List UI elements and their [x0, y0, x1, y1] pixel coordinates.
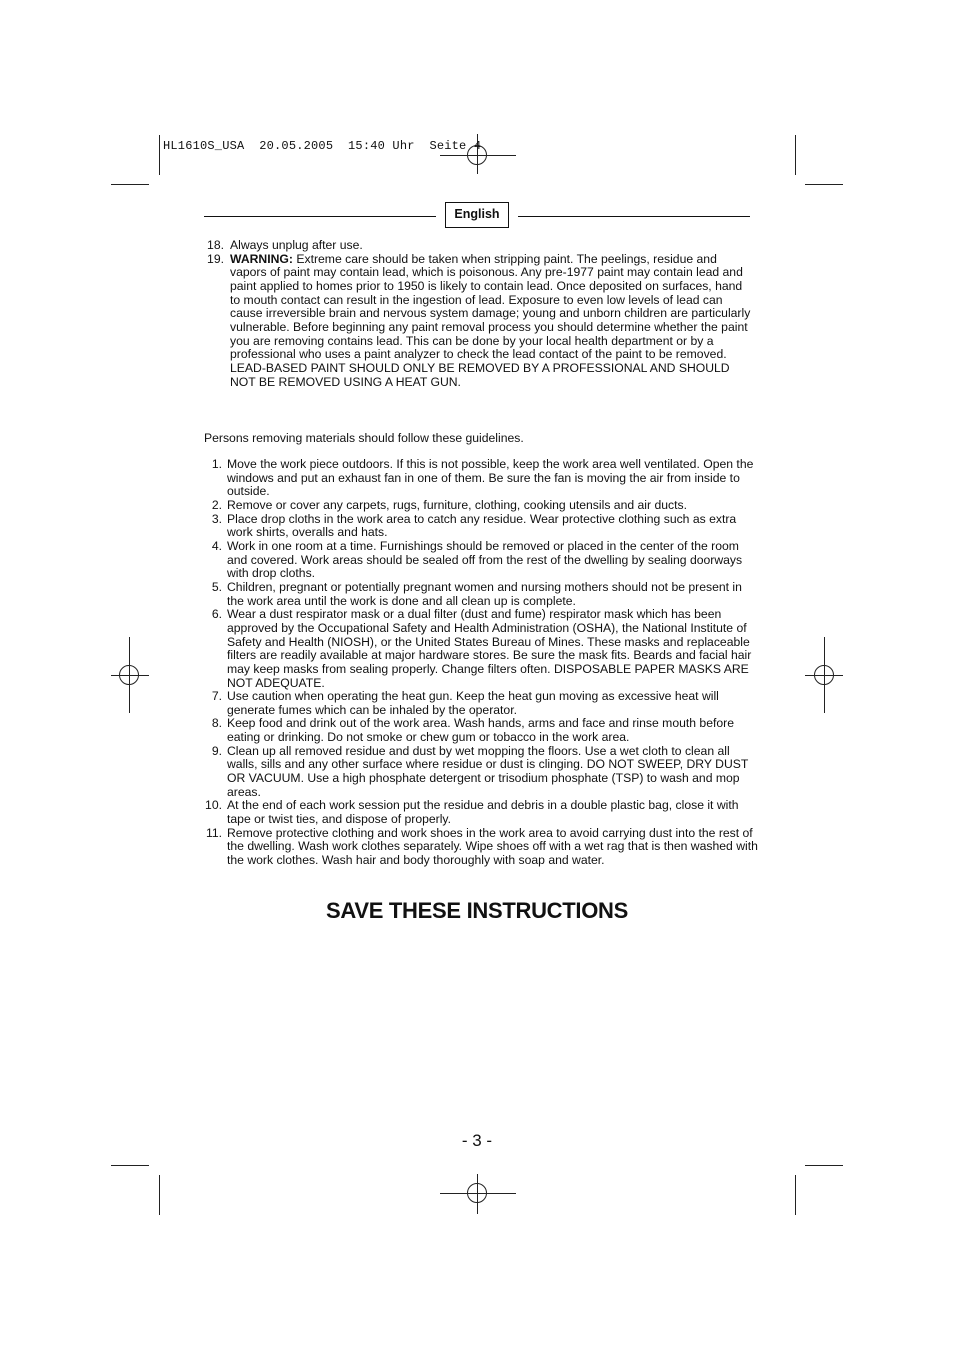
- item-text-body: Extreme care should be taken when stripping paint. The peelings, residue and vapors of paint may contain lead, which is poisonous. Any pre-1977 paint may contain lead and paint applied to homes prior to 1950 is likely to contain lead. Once deposited on surfaces, hand to mouth contact can result in the ingestion of lead. Exposure to even low levels of lead can cause irreversible brain and nervous system damage; young and unborn children are particularly vulnerable. Before beginning any paint removal process you should determine whether the paint you are removing contains lead. This can be done by your local health department or by a professional who uses a paint analyzer to check the lead contact of the paint to be removed. LEAD-BASED PAINT SHOULD ONLY BE REMOVED BY A PROFESSIONAL AND SHOULD NOT BE REMOVED USING A HEAT GUN.: [230, 251, 751, 389]
- list-item: [204, 458, 760, 499]
- item-number: 6.: [211, 607, 222, 622]
- item-text: At the end of each work session put the residue and debris in a double plastic bag, close it with tape or twist ties, and dispose of properly.: [227, 798, 739, 827]
- item-text: Children, pregnant or potentially pregnant women and nursing mothers should not be present in the work area until the work is done and all clean up is complete.: [227, 579, 742, 608]
- item-text: Wear a dust respirator mask or a dual filter (dust and fume) respirator mask which has been approved by the Occupational Safety and Health Administration (OSHA), the National Institute of Safety and Health (NIOSH), or the United States Bureau of Mines. These masks and replaceable filters are readily available at major hardware stores. Be sure the mask fits. Beards and facial hair may keep masks from sealing properly. Change filters often. DISPOSABLE PAPER MASKS ARE NOT ADEQUATE.: [227, 607, 752, 690]
- list-item: [204, 513, 760, 540]
- item-text: [230, 239, 754, 253]
- item-number: 9.: [211, 743, 222, 758]
- list-item: [204, 827, 760, 868]
- item-number: 18.: [207, 238, 224, 252]
- list-item: [204, 608, 760, 690]
- item-text: Remove or cover any carpets, rugs, furniture, clothing, cooking utensils and air ducts.: [227, 497, 687, 512]
- item-number: 19.: [207, 251, 224, 266]
- crop-mark: [805, 184, 843, 185]
- crop-mark: [111, 1165, 149, 1166]
- guidelines-intro: Persons removing materials should follow these guidelines.: [204, 431, 524, 445]
- list-item: [204, 581, 760, 608]
- crop-mark: [159, 1175, 160, 1215]
- list-item: [204, 717, 760, 744]
- list-item: [204, 799, 760, 826]
- list-item: [204, 745, 760, 800]
- list-item: [204, 239, 754, 253]
- item-number: 8.: [211, 716, 222, 731]
- crop-mark: [795, 135, 796, 175]
- list-item: [204, 540, 760, 581]
- item-text: Clean up all removed residue and dust by wet mopping the floors. Use a wet cloth to clean all walls, sills and any other surface where residue or dust is clinging. DO NOT SWEEP, DRY DUST OR VACUUM. Use a high phosphate detergent or trisodium phosphate (TSP) to wash and mop areas.: [227, 743, 749, 799]
- item-number: 5.: [211, 579, 222, 594]
- guidelines-list: [204, 458, 760, 868]
- print-slug: HL1610S_USA 20.05.2005 15:40 Uhr Seite 4: [163, 139, 482, 153]
- header-rule-left: [204, 216, 436, 217]
- page-number: - 3 -: [461, 1131, 493, 1150]
- header-rule-right: [518, 216, 750, 217]
- item-number: 11.: [205, 825, 222, 840]
- item-number: 7.: [211, 689, 222, 704]
- item-number: 3.: [211, 511, 222, 526]
- item-number: 10.: [205, 798, 222, 813]
- language-label: English: [445, 202, 509, 228]
- safety-list: [204, 239, 754, 389]
- item-text-body: Always unplug after use.: [230, 238, 363, 252]
- item-text: Place drop cloths in the work area to catch any residue. Wear protective clothing such as extra work shirts, overalls and hats.: [227, 511, 737, 540]
- list-item: [204, 690, 760, 717]
- crop-mark: [805, 1165, 843, 1166]
- item-number: 1.: [211, 457, 222, 471]
- item-text: Remove protective clothing and work shoes in the work area to avoid carrying dust into the rest of the dwelling. Wash work clothes separately. Wipe shoes off with a wet rag that is then washed with the work clothes. Wash hair and body thoroughly with soap and water.: [227, 825, 758, 868]
- list-item: [204, 499, 760, 513]
- item-text: [230, 253, 754, 390]
- list-item: [204, 253, 754, 390]
- crop-mark: [111, 184, 149, 185]
- page-title: SAVE THESE INSTRUCTIONS: [326, 898, 628, 923]
- crop-mark: [159, 135, 160, 175]
- item-text: Work in one room at a time. Furnishings should be removed or placed in the center of the room and covered. Work areas should be sealed off from the rest of the dwelling by sealing doorways with drop cloths.: [227, 538, 743, 581]
- item-number: 2.: [211, 497, 222, 512]
- item-text: Use caution when operating the heat gun. Keep the heat gun moving as excessive heat will generate fumes which can be inhaled by the operator.: [227, 689, 719, 717]
- item-text: Keep food and drink out of the work area. Wash hands, arms and face and rinse mouth before eating or drinking. Do not smoke or chew gum or tobacco in the work area.: [227, 716, 734, 745]
- item-text: Move the work piece outdoors. If this is not possible, keep the work area well ventilated. Open the windows and put an exhaust fan in one of them. Be sure the fan is moving the air from inside to outside.: [227, 457, 754, 499]
- item-number: 4.: [211, 538, 222, 553]
- warning-label: WARNING:: [230, 251, 293, 266]
- crop-mark: [795, 1175, 796, 1215]
